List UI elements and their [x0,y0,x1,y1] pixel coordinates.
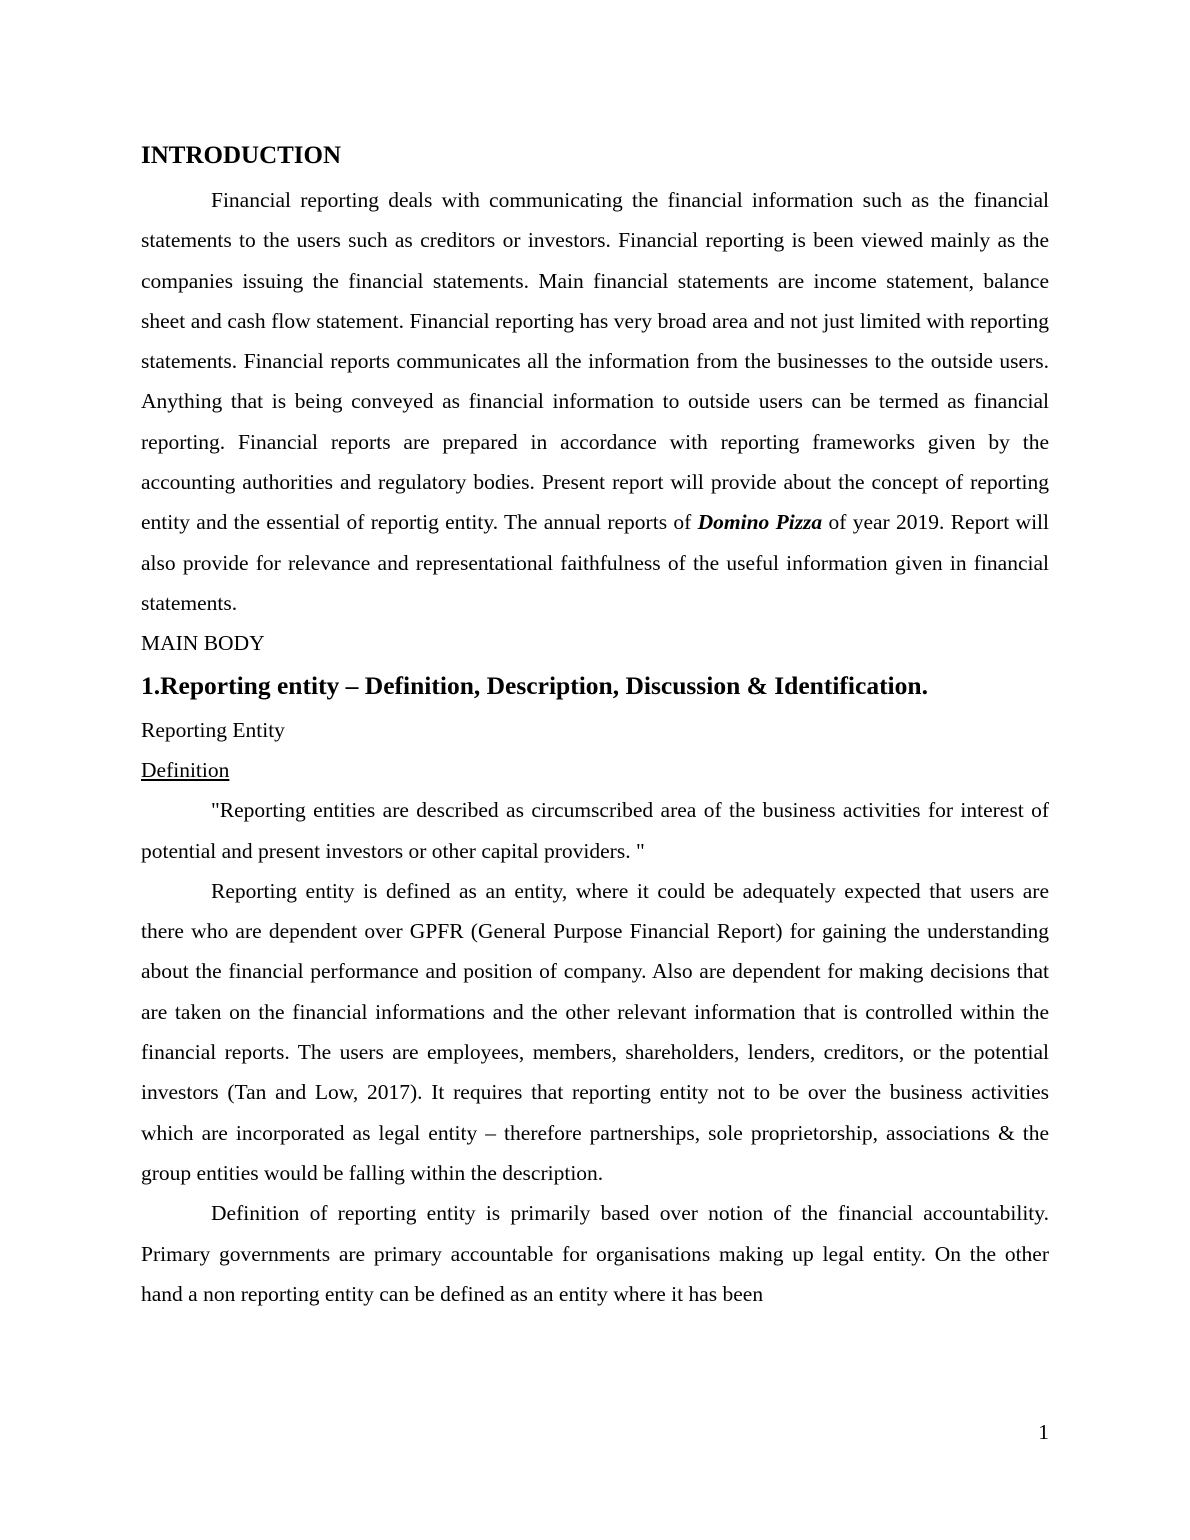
introduction-paragraph [141,180,1049,623]
introduction-heading: INTRODUCTION [141,142,342,169]
document-page [141,138,1049,1314]
quote-paragraph: "Reporting entities are described as circumscribed area of the business activities for interest of potential and present investors or other capital providers. " [141,798,1049,863]
intro-text-part1: Financial reporting deals with communicating the financial information such as the financial statements to the users such as creditors or investors. Financial reporting is been viewed mainly as the companies issuing the financial statements. Main financial statements are income statement, balance sheet and cash flow statement. Financial reporting has very broad area and not just limited with reporting statements. Financial reports communicates all the information from the businesses to the outside users. Anything that is being conveyed as financial information to outside users can be termed as financial reporting. Financial reports are prepared in accordance with reporting frameworks given by the accounting authorities and regulatory bodies. Present report will provide about the concept of reporting entity and the essential of reportig entity. The annual reports of [141,188,1049,535]
intro-text-part2: of year 2019. Report will also provide for relevance and representational faithfulness of the useful information given in financial statements. [141,510,1049,615]
definition-label-text: Definition [141,758,230,783]
main-body-label: MAIN BODY [141,631,265,656]
section-heading: 1.Reporting entity – Definition, Description, Discussion & Identification. [141,671,928,701]
company-name: Domino Pizza [697,510,823,535]
page-number: 1 [1038,1420,1049,1444]
definition-label [141,750,1049,790]
paragraph-accountability: Definition of reporting entity is primarily based over notion of the financial accountability. Primary governments are primary accountable for organisations making up legal entity. On the other hand a non reporting entity can be defined as an entity where it has been [141,1201,1049,1306]
subheading-reporting-entity: Reporting Entity [141,718,285,743]
paragraph-users: Reporting entity is defined as an entity, where it could be adequately expected that users are there who are dependent over GPFR (General Purpose Financial Report) for gaining the understanding about the financial performance and position of company. Also are dependent for making decisions that are taken on the financial informations and the other relevant information that is controlled within the financial reports. The users are employees, members, shareholders, lenders, creditors, or the potential investors (Tan and Low, 2017). It requires that reporting entity not to be over the business activities which are incorporated as legal entity – therefore partnerships, sole proprietorship, associations & the group entities would be falling within the description. [141,878,1049,1185]
